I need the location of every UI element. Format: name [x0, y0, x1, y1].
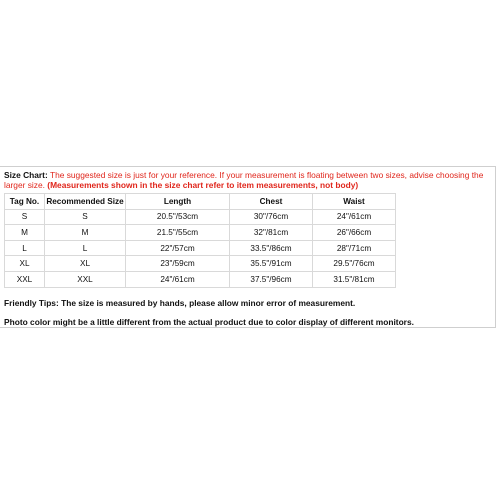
cell-waist: 24"/61cm — [313, 209, 396, 225]
size-chart-label: Size Chart — [4, 170, 45, 180]
measurement-note: (Measurements shown in the size chart refer to item measurements, not body) — [47, 179, 359, 190]
cell-recommended: M — [45, 225, 126, 241]
cell-chest: 35.5"/91cm — [230, 256, 313, 272]
cell-length: 24"/61cm — [126, 271, 230, 287]
size-chart-colon: : — [44, 170, 48, 180]
size-chart-panel — [0, 166, 496, 328]
cell-chest: 37.5"/96cm — [230, 271, 313, 287]
header-chest: Chest — [230, 194, 313, 210]
cell-length: 22"/57cm — [126, 240, 230, 256]
size-chart-intro — [4, 171, 494, 190]
cell-recommended: L — [45, 240, 126, 256]
size-advice-text: The suggested size is just for your reference. If your measurement is floating between two sizes, advise choosing the larger size. — [4, 170, 484, 190]
cell-waist: 31.5"/81cm — [313, 271, 396, 287]
cell-chest: 32"/81cm — [230, 225, 313, 241]
table-row — [5, 209, 396, 225]
cell-length: 21.5"/55cm — [126, 225, 230, 241]
header-tag-no: Tag No. — [5, 194, 45, 210]
table-row — [5, 271, 396, 287]
table-header-row — [5, 194, 396, 210]
cell-recommended: S — [45, 209, 126, 225]
cell-tag: XL — [5, 256, 45, 272]
header-recommended-size: Recommended Size — [45, 194, 126, 210]
table-row — [5, 240, 396, 256]
friendly-tips-text: Friendly Tips: The size is measured by hands, please allow minor error of measurement. — [4, 298, 356, 308]
cell-waist: 26"/66cm — [313, 225, 396, 241]
cell-length: 23"/59cm — [126, 256, 230, 272]
cell-recommended: XL — [45, 256, 126, 272]
cell-tag: XXL — [5, 271, 45, 287]
header-length: Length — [126, 194, 230, 210]
table-row — [5, 225, 396, 241]
size-table — [4, 193, 396, 288]
cell-tag: M — [5, 225, 45, 241]
cell-chest: 30"/76cm — [230, 209, 313, 225]
cell-chest: 33.5"/86cm — [230, 240, 313, 256]
table-row — [5, 256, 396, 272]
cell-tag: S — [5, 209, 45, 225]
cell-recommended: XXL — [45, 271, 126, 287]
cell-waist: 28"/71cm — [313, 240, 396, 256]
photo-color-note: Photo color might be a little different from the actual product due to color display of different monitors. — [4, 317, 414, 327]
cell-tag: L — [5, 240, 45, 256]
cell-waist: 29.5"/76cm — [313, 256, 396, 272]
cell-length: 20.5"/53cm — [126, 209, 230, 225]
header-waist: Waist — [313, 194, 396, 210]
